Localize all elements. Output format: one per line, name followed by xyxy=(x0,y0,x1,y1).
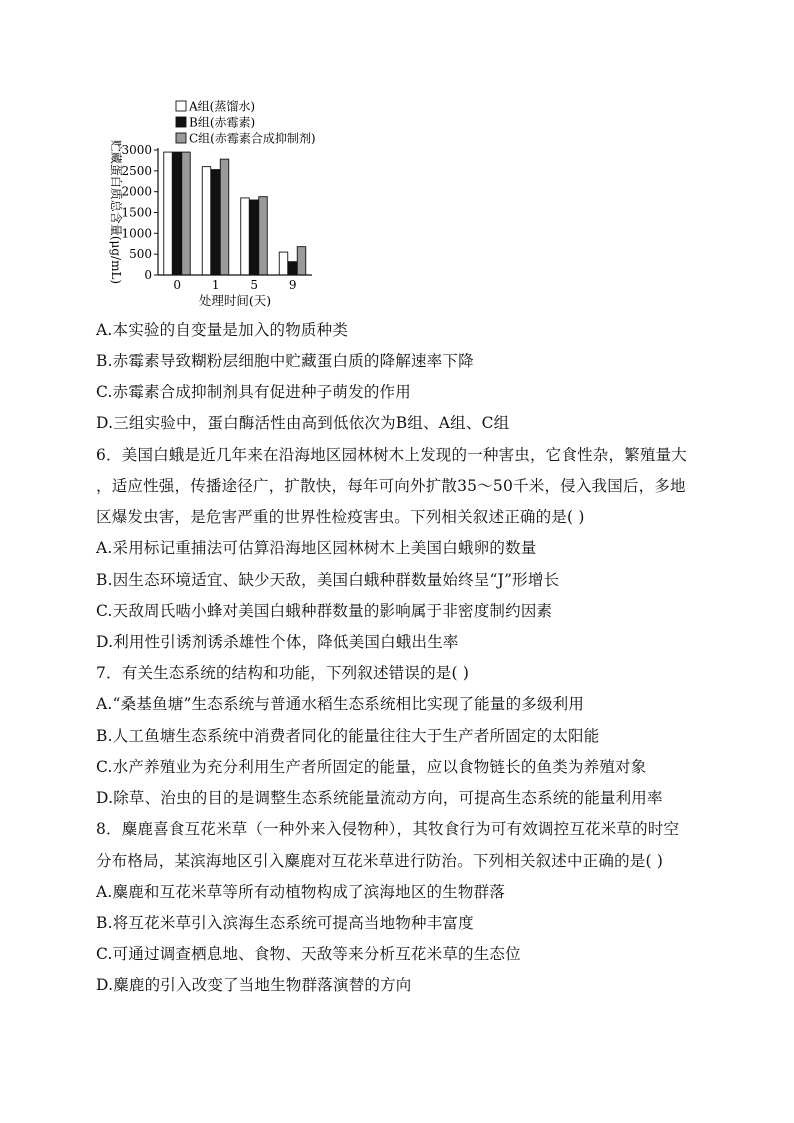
bar-b xyxy=(211,170,220,275)
option-line: C.天敌周氏啮小蜂对美国白蛾种群数量的影响属于非密度制约因素 xyxy=(96,602,553,620)
y-axis xyxy=(121,143,158,282)
option-line: A.麋鹿和互花米草等所有动植物构成了滨海地区的生物群落 xyxy=(96,883,506,901)
y-axis-label: 贮藏蛋白质总含量(μg/mL) xyxy=(109,139,123,285)
option-line: D.除草、治虫的目的是调整生态系统能量流动方向，可提高生态系统的能量利用率 xyxy=(96,789,663,807)
option-line: C.赤霉素合成抑制剂具有促进种子萌发的作用 xyxy=(96,383,411,401)
legend-label: A组(蒸馏水) xyxy=(189,99,256,114)
x-tick-label: 5 xyxy=(250,278,259,292)
option-line: A.采用标记重捕法可估算沿海地区园林树木上美国白蛾卵的数量 xyxy=(96,539,537,557)
x-axis xyxy=(158,275,312,292)
bar-a xyxy=(241,198,250,275)
x-axis-label: 处理时间(天) xyxy=(198,293,272,308)
chart-bars xyxy=(164,152,306,275)
option-line: D.利用性引诱剂诱杀雄性个体，降低美国白蛾出生率 xyxy=(96,633,459,651)
bar-a xyxy=(164,152,173,275)
option-line: D.三组实验中，蛋白酶活性由高到低依次为B组、A组、C组 xyxy=(96,414,510,432)
question-line: ，适应性强，传播途径广，扩散快，每年可向外扩散35～50千米，侵入我国后，多地 xyxy=(96,477,686,495)
question-line: 分布格局，某滨海地区引入麋鹿对互花米草进行防治。下列相关叙述中正确的是( ) xyxy=(96,852,664,870)
legend-swatch xyxy=(176,101,186,111)
protein-bar-chart xyxy=(100,95,350,310)
y-tick-label: 2000 xyxy=(121,184,152,199)
option-line: B.因生态环境适宜、缺少天敌，美国白蛾种群数量始终呈“J”形增长 xyxy=(96,571,560,589)
chart-canvas xyxy=(100,95,350,310)
y-tick-label: 3000 xyxy=(121,143,152,157)
option-line: B.人工鱼塘生态系统中消费者同化的能量往往大于生产者所固定的太阳能 xyxy=(96,727,600,745)
y-tick-label: 1000 xyxy=(121,226,152,241)
option-line: D.麋鹿的引入改变了当地生物群落演替的方向 xyxy=(96,976,412,994)
question-line: 7．有关生态系统的结构和功能，下列叙述错误的是( ) xyxy=(96,664,470,682)
bar-b xyxy=(250,200,259,275)
option-line: A.本实验的自变量是加入的物质种类 xyxy=(96,321,349,339)
bar-c xyxy=(220,159,229,275)
option-line: C.水产养殖业为充分利用生产者所固定的能量，应以食物链长的鱼类为养殖对象 xyxy=(96,758,647,776)
y-tick-label: 2500 xyxy=(121,163,152,178)
option-line: B.赤霉素导致糊粉层细胞中贮藏蛋白质的降解速率下降 xyxy=(96,352,474,370)
x-tick-label: 9 xyxy=(288,278,297,292)
legend-label: C组(赤霉素合成抑制剂) xyxy=(189,131,316,146)
question-line: 区爆发虫害，是危害严重的世界性检疫害虫。下列相关叙述正确的是( ) xyxy=(96,508,585,526)
bar-b xyxy=(288,262,297,275)
x-tick-label: 0 xyxy=(173,278,182,292)
x-tick-label: 1 xyxy=(211,278,220,292)
legend-swatch xyxy=(176,117,186,127)
chart-legend xyxy=(176,99,316,146)
question-line: 8．麋鹿喜食互花米草（一种外来入侵物种），其牧食行为可有效调控互花米草的时空 xyxy=(96,820,680,838)
legend-swatch xyxy=(176,133,186,143)
bar-b xyxy=(173,152,182,275)
option-line: A.“桑基鱼塘”生态系统与普通水稻生态系统相比实现了能量的多级利用 xyxy=(96,695,585,713)
legend-label: B组(赤霉素) xyxy=(189,115,256,130)
bar-a xyxy=(202,167,211,275)
y-tick-label: 0 xyxy=(144,268,152,282)
bar-c xyxy=(182,152,191,275)
option-line: C.可通过调查栖息地、食物、天敌等来分析互花米草的生态位 xyxy=(96,945,521,963)
bar-a xyxy=(279,252,288,275)
option-line: B.将互花米草引入滨海生态系统可提高当地物种丰富度 xyxy=(96,914,474,932)
question-line: 6．美国白蛾是近几年来在沿海地区园林树木上发现的一种害虫，它食性杂，繁殖量大 xyxy=(96,446,687,464)
y-tick-label: 500 xyxy=(129,247,152,262)
bar-c xyxy=(297,247,306,275)
bar-c xyxy=(259,197,268,275)
y-tick-label: 1500 xyxy=(121,205,152,220)
